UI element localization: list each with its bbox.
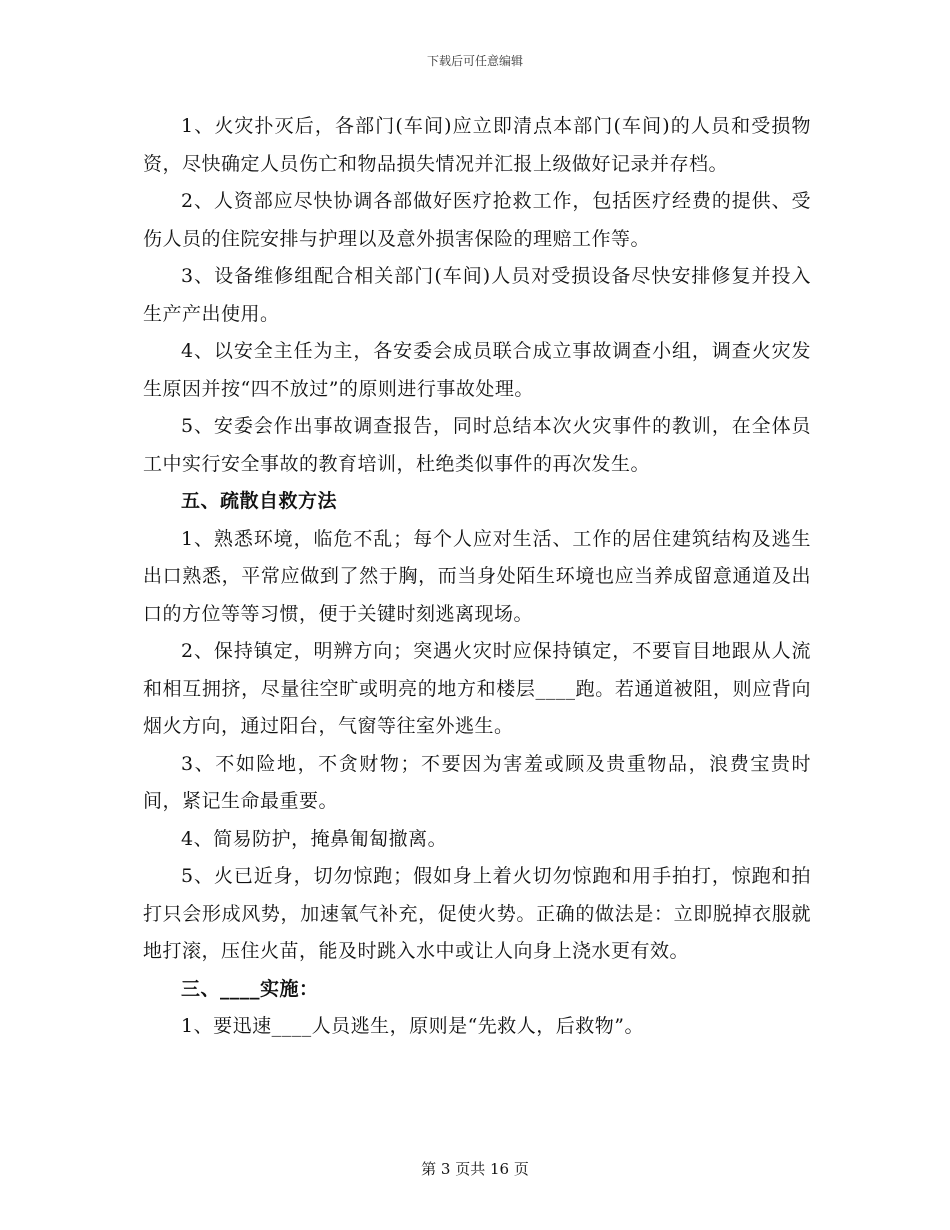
paragraph: 4、简易防护，掩鼻匍匐撤离。 [181,827,448,850]
section-heading: 五、疏散自救方法 [181,490,338,512]
paragraph: 4、以安全主任为主，各安委会成员联合成立事故调查小组，调查火灾发生原因并按“四不放过”的原则进行事故处理。 [143,340,811,400]
page-footer: 第 3 页共 16 页 [421,1160,529,1178]
document-body [143,108,811,1046]
paragraph: 2、保持镇定，明辨方向；突遇火灾时应保持镇定，不要盲目地跟从人流和相互拥挤，尽量往空旷或明亮的地方和楼层____跑。若通道被阻，则应背向烟火方向，通过阳台，气窗等往室外逃生。 [143,640,811,737]
paragraph: 5、安委会作出事故调查报告，同时总结本次火灾事件的教训，在全体员工中实行安全事故的教育培训，杜绝类似事件的再次发生。 [143,415,811,475]
paragraph: 3、不如险地，不贪财物；不要因为害羞或顾及贵重物品，浪费宝贵时间，紧记生命最重要。 [143,752,811,812]
paragraph: 1、火灾扑灭后，各部门(车间)应立即清点本部门(车间)的人员和受损物资，尽快确定人员伤亡和物品损失情况并汇报上级做好记录并存档。 [143,115,811,175]
page-header: 下载后可任意编辑 [426,54,523,68]
paragraph: 1、熟悉环境，临危不乱；每个人应对生活、工作的居住建筑结构及逃生出口熟悉，平常应做到了然于胸，而当身处陌生环境也应当养成留意通道及出口的方位等等习惯，便于关键时刻逃离现场。 [143,527,811,625]
paragraph: 3、设备维修组配合相关部门(车间)人员对受损设备尽快安排修复并投入生产产出使用。 [143,265,811,325]
paragraph: 1、要迅速____人员逃生，原则是“先救人，后救物”。 [181,1015,645,1037]
section-heading: 三、____实施： [181,977,319,1000]
paragraph: 5、火已近身，切勿惊跑；假如身上着火切勿惊跑和用手拍打，惊跑和拍打只会形成风势，加速氧气补充，促使火势。正确的做法是：立即脱掉衣服就地打滚，压住火苗，能及时跳入水中或让人向身上浇水更有效。 [143,865,811,962]
paragraph: 2、人资部应尽快协调各部做好医疗抢救工作，包括医疗经费的提供、受伤人员的住院安排与护理以及意外损害保险的理赔工作等。 [143,190,811,250]
